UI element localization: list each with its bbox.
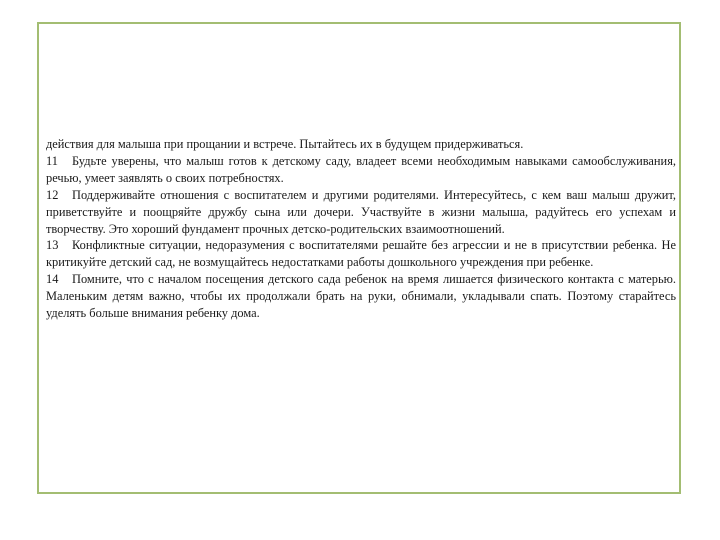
list-item-number: 14 bbox=[46, 272, 59, 287]
paragraph-text: действия для малыша при прощании и встрече. Пытайтесь их в будущем придерживаться. bbox=[46, 137, 524, 151]
list-item-number: 13 bbox=[46, 238, 59, 253]
paragraph-text: Поддерживайте отношения с воспитателем и другими родителями. Интересуйтесь, с кем ваш малыш дружит, приветствуйте и поощряйте дружбу сына или дочери. Участвуйте в жизни малыша, радуйтесь его успехам и творчеству. Это хороший фундамент прочных детско-родительских взаимоотношений. bbox=[46, 187, 676, 236]
list-item-number: 11 bbox=[46, 153, 58, 168]
list-item-14 bbox=[46, 271, 676, 322]
paragraph-text: Помните, что с началом посещения детского сада ребенок на время лишается физического контакта с матерью. Маленьким детям важно, чтобы их продолжали брать на руки, обнимали, укладывали спать. Поэтому старайтесь уделять больше внимания ребенку дома. bbox=[46, 272, 676, 321]
list-item-11 bbox=[46, 153, 676, 187]
paragraph-text: Конфликтные ситуации, недоразумения с воспитателями решайте без агрессии и не в присутствии ребенка. Не критикуйте детский сад, не возмущайтесь недостатками работы дошкольного учреждения при ребенке. bbox=[46, 238, 676, 270]
text-block bbox=[46, 136, 676, 322]
list-item-12 bbox=[46, 187, 676, 238]
paragraph-continuation bbox=[46, 136, 676, 153]
slide-frame bbox=[37, 22, 681, 494]
list-item-number: 12 bbox=[46, 187, 59, 202]
paragraph-text: Будьте уверены, что малыш готов к детскому саду, владеет всеми необходимым навыками самообслуживания, речью, умеет заявлять о своих потребностях. bbox=[46, 153, 676, 185]
list-item-13 bbox=[46, 237, 676, 271]
